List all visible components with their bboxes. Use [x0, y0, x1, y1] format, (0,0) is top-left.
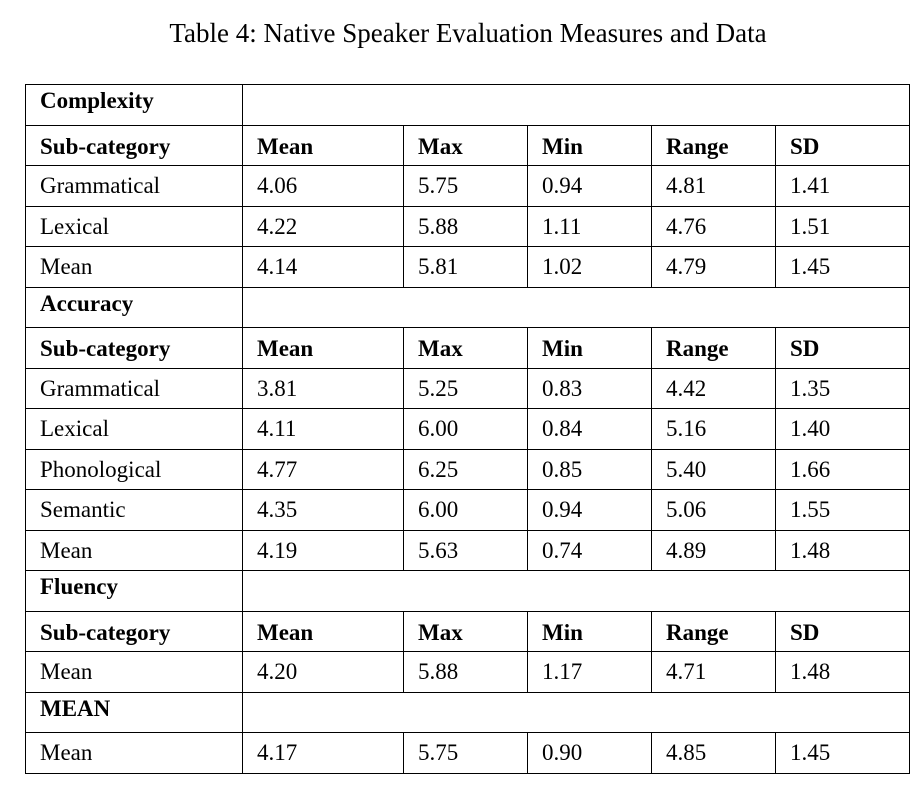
header-row	[26, 611, 910, 652]
cell-range: 4.42	[652, 368, 776, 409]
row-label: Mean	[26, 247, 243, 288]
section-title: MEAN	[26, 692, 243, 733]
section-spacer	[243, 287, 910, 328]
header-mean: Mean	[243, 125, 404, 166]
section-row-accuracy	[26, 287, 910, 328]
row-label: Mean	[26, 530, 243, 571]
section-spacer	[243, 692, 910, 733]
row-label: Grammatical	[26, 368, 243, 409]
cell-range: 4.81	[652, 166, 776, 207]
table-row	[26, 166, 910, 207]
cell-min: 0.85	[528, 449, 652, 490]
cell-sd: 1.40	[776, 409, 910, 450]
cell-min: 1.11	[528, 206, 652, 247]
cell-sd: 1.55	[776, 490, 910, 531]
header-mean: Mean	[243, 328, 404, 369]
header-subcategory: Sub-category	[26, 125, 243, 166]
section-title: Fluency	[26, 571, 243, 612]
cell-max: 5.88	[404, 652, 528, 693]
header-subcategory: Sub-category	[26, 328, 243, 369]
cell-min: 1.02	[528, 247, 652, 288]
table-row	[26, 652, 910, 693]
header-min: Min	[528, 611, 652, 652]
row-label: Grammatical	[26, 166, 243, 207]
cell-mean: 4.14	[243, 247, 404, 288]
table-row	[26, 733, 910, 774]
cell-max: 5.75	[404, 733, 528, 774]
cell-sd: 1.48	[776, 530, 910, 571]
cell-max: 5.88	[404, 206, 528, 247]
row-label: Semantic	[26, 490, 243, 531]
cell-sd: 1.45	[776, 733, 910, 774]
cell-max: 6.25	[404, 449, 528, 490]
cell-range: 4.79	[652, 247, 776, 288]
header-max: Max	[404, 328, 528, 369]
row-label: Phonological	[26, 449, 243, 490]
table-row	[26, 247, 910, 288]
cell-min: 1.17	[528, 652, 652, 693]
row-label: Mean	[26, 652, 243, 693]
cell-min: 0.74	[528, 530, 652, 571]
cell-sd: 1.35	[776, 368, 910, 409]
cell-sd: 1.41	[776, 166, 910, 207]
table-caption: Table 4: Native Speaker Evaluation Measures and Data	[169, 18, 767, 48]
cell-sd: 1.48	[776, 652, 910, 693]
row-label: Lexical	[26, 409, 243, 450]
cell-min: 0.94	[528, 490, 652, 531]
header-sd: SD	[776, 328, 910, 369]
row-label: Mean	[26, 733, 243, 774]
cell-sd: 1.51	[776, 206, 910, 247]
header-subcategory: Sub-category	[26, 611, 243, 652]
header-row	[26, 125, 910, 166]
header-range: Range	[652, 328, 776, 369]
cell-range: 4.71	[652, 652, 776, 693]
header-max: Max	[404, 611, 528, 652]
cell-max: 5.25	[404, 368, 528, 409]
cell-range: 5.16	[652, 409, 776, 450]
cell-min: 0.83	[528, 368, 652, 409]
row-label: Lexical	[26, 206, 243, 247]
cell-mean: 4.17	[243, 733, 404, 774]
cell-min: 0.84	[528, 409, 652, 450]
section-row-overall-mean	[26, 692, 910, 733]
table-row	[26, 368, 910, 409]
evaluation-table	[25, 84, 910, 774]
header-range: Range	[652, 125, 776, 166]
table-row	[26, 449, 910, 490]
cell-max: 5.81	[404, 247, 528, 288]
cell-mean: 4.77	[243, 449, 404, 490]
cell-max: 6.00	[404, 409, 528, 450]
cell-mean: 4.19	[243, 530, 404, 571]
table-row	[26, 490, 910, 531]
header-min: Min	[528, 328, 652, 369]
section-title: Complexity	[26, 85, 243, 126]
cell-sd: 1.66	[776, 449, 910, 490]
section-spacer	[243, 85, 910, 126]
cell-min: 0.90	[528, 733, 652, 774]
cell-mean: 4.06	[243, 166, 404, 207]
header-mean: Mean	[243, 611, 404, 652]
cell-mean: 4.22	[243, 206, 404, 247]
cell-mean: 4.35	[243, 490, 404, 531]
header-sd: SD	[776, 611, 910, 652]
cell-max: 6.00	[404, 490, 528, 531]
header-max: Max	[404, 125, 528, 166]
header-min: Min	[528, 125, 652, 166]
cell-max: 5.63	[404, 530, 528, 571]
header-range: Range	[652, 611, 776, 652]
cell-range: 4.89	[652, 530, 776, 571]
cell-range: 4.85	[652, 733, 776, 774]
cell-max: 5.75	[404, 166, 528, 207]
cell-mean: 4.11	[243, 409, 404, 450]
section-title: Accuracy	[26, 287, 243, 328]
cell-sd: 1.45	[776, 247, 910, 288]
table-row	[26, 530, 910, 571]
cell-range: 5.06	[652, 490, 776, 531]
cell-range: 4.76	[652, 206, 776, 247]
section-row-fluency	[26, 571, 910, 612]
cell-min: 0.94	[528, 166, 652, 207]
cell-mean: 4.20	[243, 652, 404, 693]
cell-range: 5.40	[652, 449, 776, 490]
table-row	[26, 409, 910, 450]
section-spacer	[243, 571, 910, 612]
table-row	[26, 206, 910, 247]
header-sd: SD	[776, 125, 910, 166]
header-row	[26, 328, 910, 369]
cell-mean: 3.81	[243, 368, 404, 409]
section-row-complexity	[26, 85, 910, 126]
